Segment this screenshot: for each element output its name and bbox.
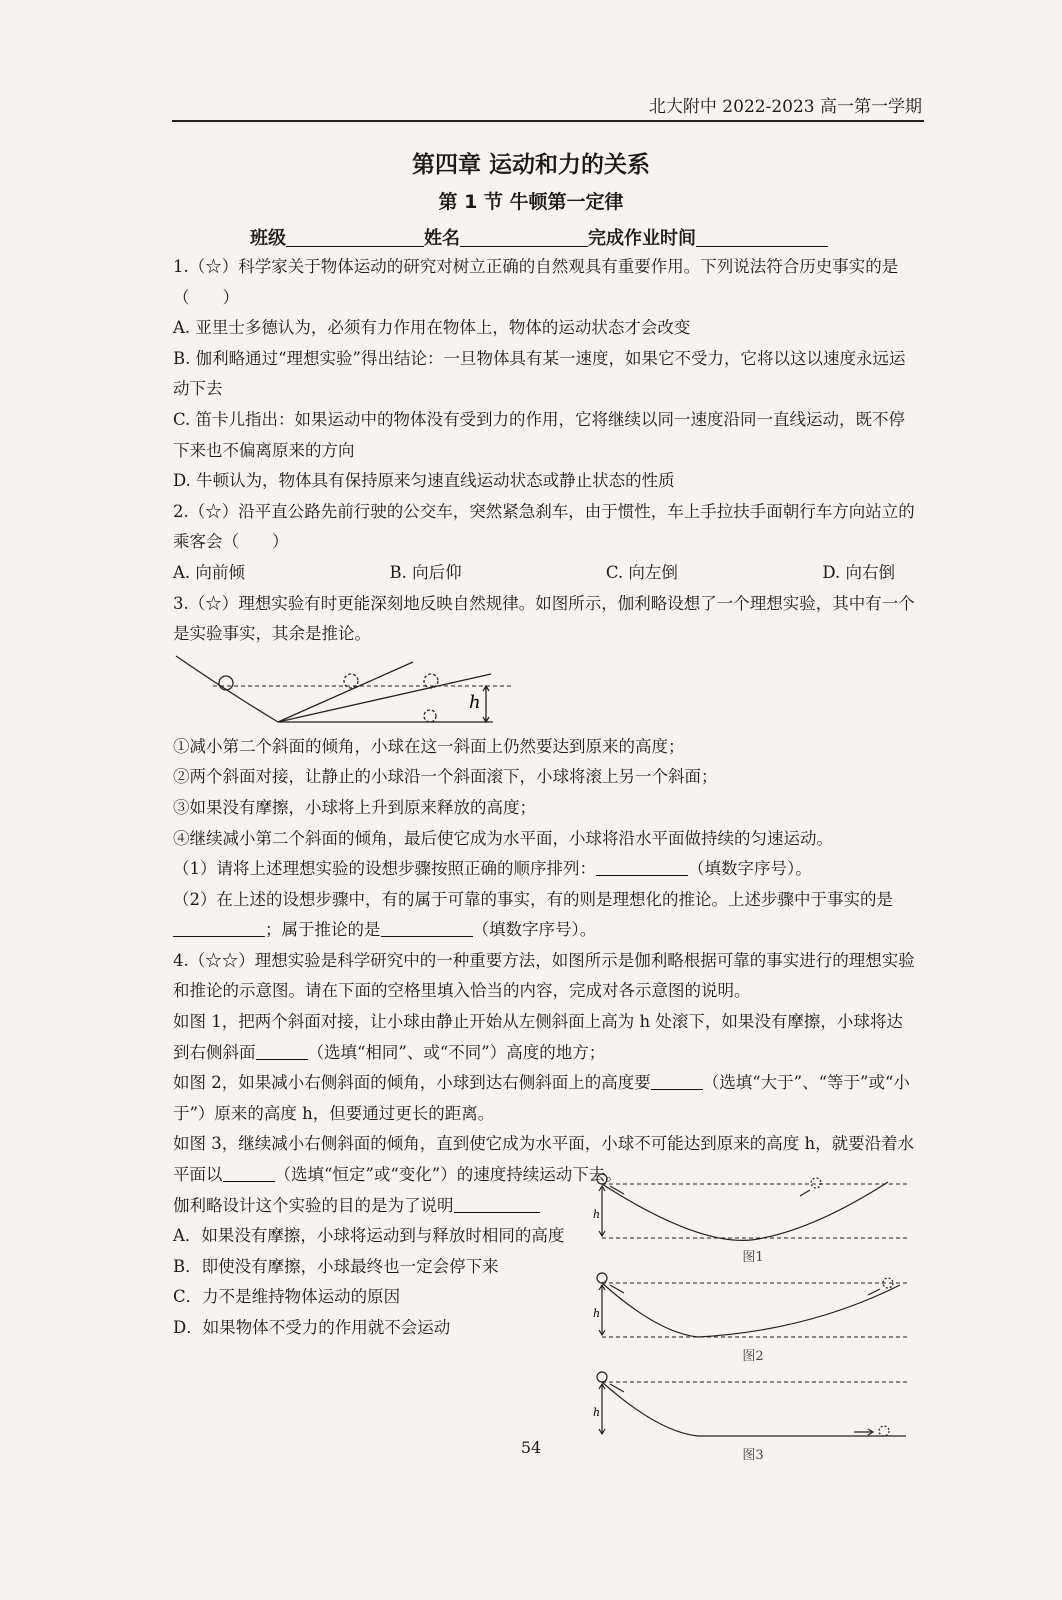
class-blank[interactable] <box>286 228 424 247</box>
q4-option-b: B．即使没有摩擦，小球最终也一定会停下来 <box>173 1256 499 1276</box>
q4-choices <box>173 1191 583 1344</box>
q3-part1-suffix: （填数字序号）。 <box>688 859 812 879</box>
q4-figures <box>588 1172 918 1463</box>
q1-option-a: A. 亚里士多德认为，必须有力作用在物体上，物体的运动状态才会改变 <box>173 318 691 338</box>
class-label: 班级 <box>250 228 286 249</box>
figure-3-label: 图3 <box>742 1448 764 1463</box>
q4-fig2-b: （选填“大于”、“等于”或“小于”）原来的高度 h，但要通过更长的距离。 <box>173 1073 910 1123</box>
figure-2 <box>588 1271 918 1345</box>
student-info-line <box>250 224 828 250</box>
fig2-end-arrow <box>868 1289 880 1295</box>
q2-option-d: D. 向右倒 <box>822 562 895 582</box>
q4-stem: 4.（☆☆）理想实验是科学研究中的一种重要方法，如图所示是伽利略根据可靠的事实进行的理想实验和推论的示意图。请在下面的空格里填入恰当的内容，完成对各示意图的说明。 <box>173 950 915 1001</box>
q4-fig1-text <box>173 1007 915 1068</box>
q4-fig1-a: 如图 1，把两个斜面对接，让小球由静止开始从左侧斜面上高为 h 处滚下，如果没有摩擦，小球将达到右侧斜面 <box>173 1012 903 1062</box>
ball-position-3 <box>424 710 436 722</box>
q3-part1 <box>173 854 915 885</box>
time-blank[interactable] <box>696 228 828 247</box>
q3-part1-blank[interactable] <box>596 875 688 876</box>
q1-option-d: D. 牛顿认为，物体具有保持原来匀速直线运动状态或静止状态的性质 <box>173 471 675 491</box>
ball-position-1 <box>344 674 358 688</box>
q4-fig2-text <box>173 1068 915 1129</box>
figure-2-label: 图2 <box>742 1349 764 1364</box>
fig1-track <box>602 1182 888 1240</box>
q3-step-1: ①减小第二个斜面的倾角，小球在这一斜面上仍然要达到原来的高度； <box>173 736 685 756</box>
figure-1 <box>588 1172 918 1246</box>
q3-step-2: ②两个斜面对接，让静止的小球沿一个斜面滚下，小球将滚上另一个斜面； <box>173 767 718 787</box>
start-ball <box>219 676 233 690</box>
fig2-h-label: h <box>593 1307 601 1320</box>
q4-fig2-a: 如图 2，如果减小右侧斜面的倾角，小球到达右侧斜面上的高度要 <box>173 1073 651 1093</box>
q4-fig3-a: 如图 3，继续减小右侧斜面的倾角，直到使它成为水平面，小球不可能达到原来的高度 h，就要沿着水平面以 <box>173 1134 915 1185</box>
height-label: h <box>469 691 481 713</box>
q1-option-c: C. 笛卡儿指出：如果运动中的物体没有受到力的作用，它将继续以同一速度沿同一直线运动，既不停下来也不偏离原来的方向 <box>173 409 906 460</box>
name-label: 姓名 <box>424 228 460 249</box>
left-incline <box>176 656 278 722</box>
q4-fig1-blank[interactable] <box>256 1059 308 1060</box>
q4-option-d: D．如果物体不受力的作用就不会运动 <box>173 1318 451 1337</box>
fig2-track <box>602 1283 900 1337</box>
q3-incline-diagram <box>173 650 533 732</box>
q4-purpose-text: 伽利略设计这个实验的目的是为了说明 <box>173 1195 454 1215</box>
fig1-h-label: h <box>593 1208 601 1221</box>
section-title: 第 1 节 牛顿第一定律 <box>438 191 624 213</box>
fig3-track <box>602 1382 906 1436</box>
q3-part2-mid: ；属于推论的是 <box>265 920 381 940</box>
q4-purpose-blank[interactable] <box>454 1212 540 1213</box>
q4-fig2-blank[interactable] <box>651 1089 703 1090</box>
fig2-ball <box>597 1273 607 1283</box>
chapter-title: 第四章 运动和力的关系 <box>411 152 650 178</box>
q4-purpose <box>173 1191 583 1222</box>
q3-diagram <box>173 650 915 732</box>
fig1-ball <box>597 1174 607 1184</box>
q1-option-b: B. 伽利略通过“理想实验”得出结论：一旦物体具有某一速度，如果它不受力，它将以这以速度永远运动下去 <box>173 348 906 399</box>
q2-stem: 2.（☆）沿平直公路先前行驶的公交车，突然紧急刹车，由于惯性，车上手拉扶手面朝行车方向站立的乘客会（ ） <box>173 501 915 552</box>
fig3-ball-end <box>879 1426 889 1436</box>
fig3-ball <box>597 1372 607 1382</box>
q3-stem: 3.（☆）理想实验有时更能深刻地反映自然规律。如图所示，伽利略设想了一个理想实验，其中有一个是实验事实，其余是推论。 <box>173 593 915 644</box>
q3-step-4: ④继续减小第二个斜面的倾角，最后使它成为水平面，小球将沿水平面做持续的匀速运动。 <box>173 828 833 848</box>
q2-options <box>173 558 915 589</box>
q1-stem: 1.（☆）科学家关于物体运动的研究对树立正确的自然观具有重要作用。下列说法符合历史事实的是（ ） <box>173 257 899 307</box>
q4-fig3-b: （选填“恒定”或“变化”）的速度持续运动下去。 <box>274 1165 622 1185</box>
fig3-h-label: h <box>593 1406 601 1419</box>
q4-fig3-blank[interactable] <box>223 1181 275 1182</box>
q3-part2-suffix: （填数字序号）。 <box>472 920 597 940</box>
page-number: 54 <box>520 1438 542 1457</box>
q3-part2-blank-fact[interactable] <box>173 936 265 937</box>
q3-part2-blank-inference[interactable] <box>381 936 473 937</box>
q3-part2-text: （2）在上述的设想步骤中，有的属于可靠的事实，有的则是理想化的推论。上述步骤中于事实的是 <box>173 889 893 909</box>
header-divider <box>172 120 924 122</box>
figure-3 <box>588 1370 918 1444</box>
q3-part1-text: （1）请将上述理想实验的设想步骤按照正确的顺序排列： <box>173 859 596 879</box>
q4-option-a: A．如果没有摩擦，小球将运动到与释放时相同的高度 <box>173 1226 565 1246</box>
time-label: 完成作业时间 <box>588 228 696 249</box>
shallow-incline <box>278 674 491 722</box>
q3-step-3: ③如果没有摩擦，小球将上升到原来释放的高度； <box>173 797 536 817</box>
q2-option-b: B. 向后仰 <box>389 562 462 582</box>
q4-option-c: C．力不是维持物体运动的原因 <box>173 1287 401 1307</box>
figure-1-label: 图1 <box>742 1250 764 1265</box>
fig1-ball-end <box>811 1178 821 1188</box>
q4-fig1-b: （选填“相同”、或“不同”）高度的地方； <box>307 1042 606 1062</box>
q2-option-c: C. 向左倒 <box>605 562 678 582</box>
q2-option-a: A. 向前倾 <box>173 562 245 582</box>
q3-part2 <box>173 885 915 946</box>
fig1-end-arrow <box>800 1190 810 1196</box>
header-school-term: 北大附中 2022-2023 高一第一学期 <box>648 97 922 117</box>
name-blank[interactable] <box>460 228 588 247</box>
steep-incline <box>278 662 413 722</box>
